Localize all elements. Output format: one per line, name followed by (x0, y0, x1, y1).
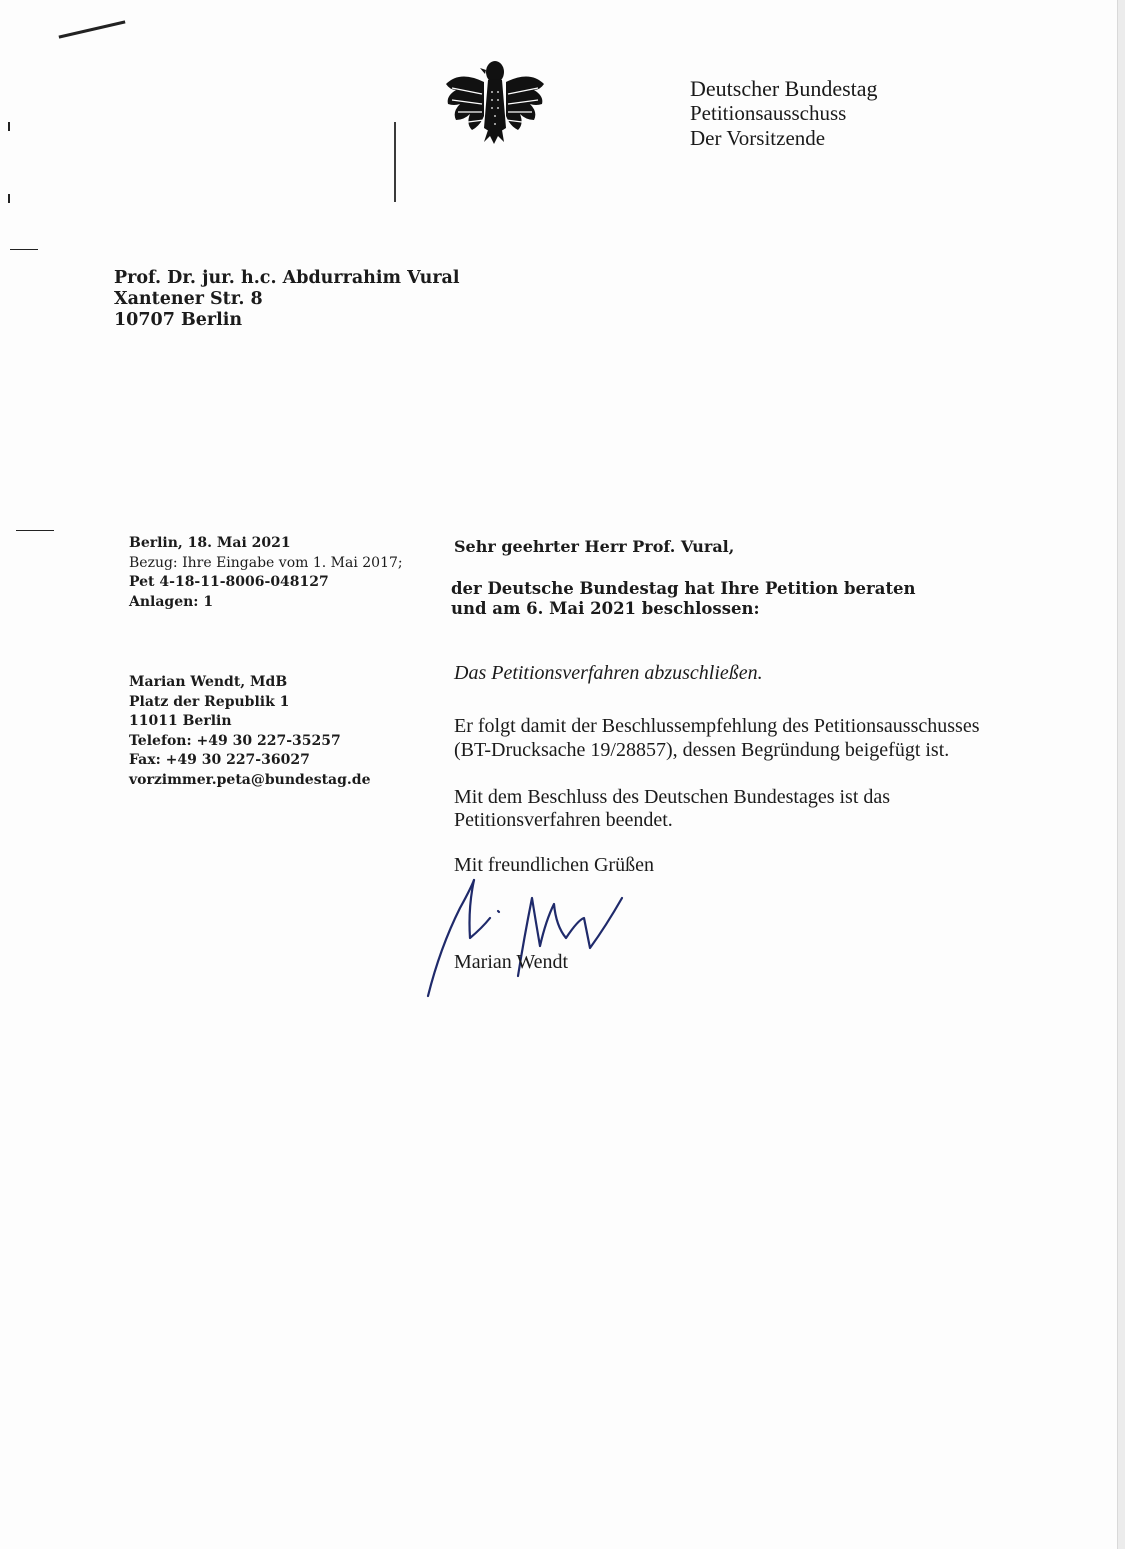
reference: Bezug: Ihre Eingabe vom 1. Mai 2017; (129, 554, 403, 571)
committee-role: Der Vorsitzende (690, 126, 826, 150)
recommendation-paragraph (454, 714, 979, 762)
letter-meta (129, 534, 403, 612)
sender-street: Platz der Republik 1 (129, 693, 290, 710)
salutation: Sehr geehrter Herr Prof. Vural, (454, 537, 735, 556)
punch-mark (8, 122, 10, 131)
committee-name: Petitionsausschuss (690, 101, 847, 125)
paragraph-line: (BT-Drucksache 19/28857), dessen Begründung beigefügt ist. (454, 739, 950, 761)
sender-name: Marian Wendt, MdB (129, 674, 288, 690)
paragraph-line: Mit dem Beschluss des Deutschen Bundestages ist das (454, 786, 891, 808)
paragraph-line: Er folgt damit der Beschlussempfehlung des Petitionsausschusses (454, 715, 980, 737)
conclusion-paragraph (454, 786, 890, 832)
sender-city: 11011 Berlin (129, 713, 232, 729)
institution-name: Deutscher Bundestag (690, 76, 878, 101)
paragraph-line: Petitionsverfahren beendet. (454, 809, 673, 831)
recipient-name: Prof. Dr. jur. h.c. Abdurrahim Vural (114, 268, 460, 288)
sender-fax: Fax: +49 30 227-36027 (129, 752, 310, 768)
petition-number: Pet 4-18-11-8006-048127 (129, 574, 329, 590)
decision-text: Das Petitionsverfahren abzuschließen. (454, 662, 763, 684)
recipient-street: Xantener Str. 8 (114, 289, 263, 309)
punch-mark (8, 194, 10, 203)
fold-mark (16, 530, 54, 531)
sender-email: vorzimmer.peta@bundestag.de (129, 771, 371, 788)
scan-mark-top (59, 20, 126, 38)
attachments: Anlagen: 1 (129, 593, 214, 610)
handwritten-signature (420, 868, 640, 1003)
closing-phrase: Mit freundlichen Grüßen (454, 854, 654, 876)
letterhead (690, 76, 878, 151)
page-edge (1117, 0, 1125, 1549)
intro-paragraph (451, 579, 916, 619)
place-date: Berlin, 18. Mai 2021 (129, 535, 291, 551)
header-divider (394, 122, 396, 202)
recipient-address (114, 268, 460, 331)
signatory-name: Marian Wendt (454, 951, 569, 973)
sender-contact (129, 673, 370, 790)
fold-mark (10, 249, 38, 250)
federal-eagle-icon (440, 50, 550, 145)
recipient-city: 10707 Berlin (114, 310, 243, 330)
intro-line: der Deutsche Bundestag hat Ihre Petition beraten (451, 579, 916, 598)
intro-line: und am 6. Mai 2021 beschlossen: (451, 599, 760, 618)
sender-phone: Telefon: +49 30 227-35257 (129, 732, 341, 749)
